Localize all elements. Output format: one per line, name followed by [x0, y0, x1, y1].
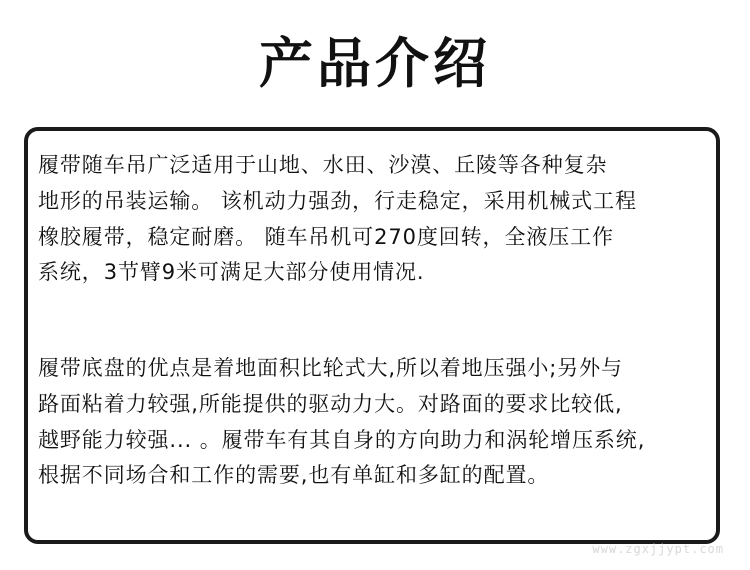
page-title: 产品介绍 [259, 32, 491, 95]
paragraph-line: 橡胶履带，稳定耐磨。 随车吊机可270度回转，全液压工作 [38, 224, 614, 249]
paragraph-line: 履带随车吊广泛适用于山地、水田、沙漠、丘陵等各种复杂 [38, 153, 608, 177]
intro-paragraph [38, 148, 714, 291]
content-box [24, 127, 720, 544]
paragraph-line: 根据不同场合和工作的需要,也有单缸和多缸的配置。 [38, 463, 550, 488]
paragraph-line: 履带底盘的优点是着地面积比轮式大,所以着地压强小;另外与 [38, 356, 623, 380]
paragraph-line: 越野能力较强... 。履带车有其自身的方向助力和涡轮增压系统, [38, 427, 646, 452]
paragraph-line: 路面粘着力较强,所能提供的驱动力大。对路面的要求比较低, [38, 391, 623, 416]
advantages-paragraph [38, 351, 714, 494]
paragraph-line: 地形的吊装运输。 该机动力强劲，行走稳定，采用机械式工程 [38, 188, 637, 213]
paragraph-line: 系统，3节臂9米可满足大部分使用情况. [38, 260, 425, 285]
watermark: www.zgxjjypt.com [592, 542, 724, 556]
